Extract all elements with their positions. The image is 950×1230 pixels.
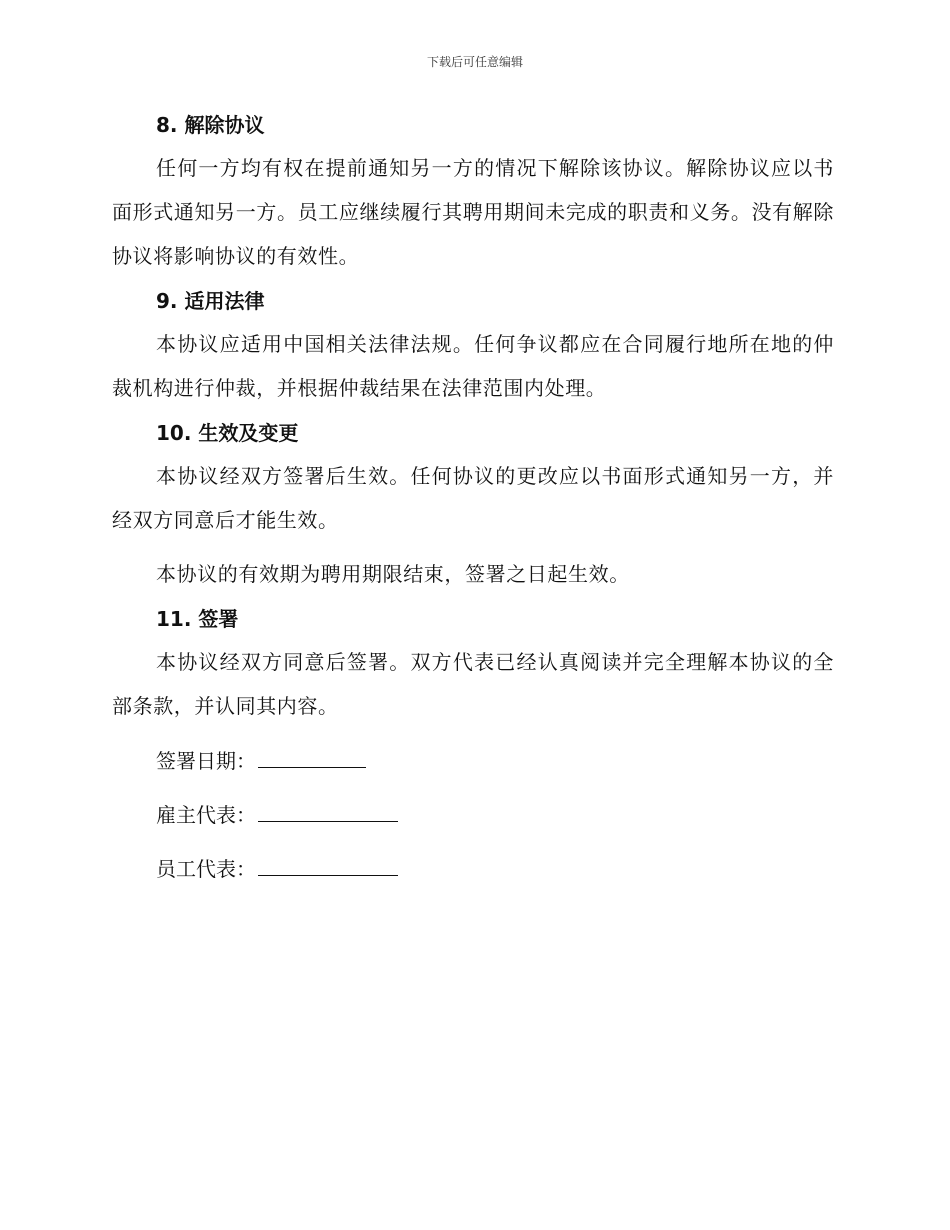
section-heading: 11. 签署	[156, 607, 239, 631]
signature-date-label: 签署日期：	[156, 749, 256, 773]
signature-date-line	[112, 734, 834, 788]
section-paragraph: 本协议的有效期为聘用期限结束，签署之日起生效。	[156, 562, 630, 586]
employer-representative-label: 雇主代表：	[156, 803, 256, 827]
section-effect-and-changes	[112, 418, 834, 596]
section-termination	[112, 110, 834, 278]
section-heading: 8. 解除协议	[156, 113, 265, 137]
signature-block	[112, 734, 834, 896]
employee-representative-label: 员工代表：	[156, 857, 256, 881]
section-paragraph: 本协议经双方同意后签署。双方代表已经认真阅读并完全理解本协议的全部条款，并认同其内容。	[112, 650, 834, 718]
employee-representative-blank[interactable]	[258, 857, 398, 876]
section-heading: 10. 生效及变更	[156, 421, 299, 445]
section-signing	[112, 604, 834, 728]
employee-representative-line	[112, 842, 834, 896]
employer-representative-line	[112, 788, 834, 842]
section-governing-law	[112, 286, 834, 410]
section-paragraph: 本协议经双方签署后生效。任何协议的更改应以书面形式通知另一方，并经双方同意后才能生效。	[112, 464, 834, 532]
document-body	[112, 110, 834, 896]
section-paragraph: 本协议应适用中国相关法律法规。任何争议都应在合同履行地所在地的仲裁机构进行仲裁，并根据仲裁结果在法律范围内处理。	[112, 332, 834, 400]
page-header-note: 下载后可任意编辑	[426, 55, 523, 69]
section-heading: 9. 适用法律	[156, 289, 265, 313]
signature-date-blank[interactable]	[258, 749, 366, 768]
employer-representative-blank[interactable]	[258, 803, 398, 822]
section-paragraph: 任何一方均有权在提前通知另一方的情况下解除该协议。解除协议应以书面形式通知另一方。员工应继续履行其聘用期间未完成的职责和义务。没有解除协议将影响协议的有效性。	[112, 156, 834, 268]
